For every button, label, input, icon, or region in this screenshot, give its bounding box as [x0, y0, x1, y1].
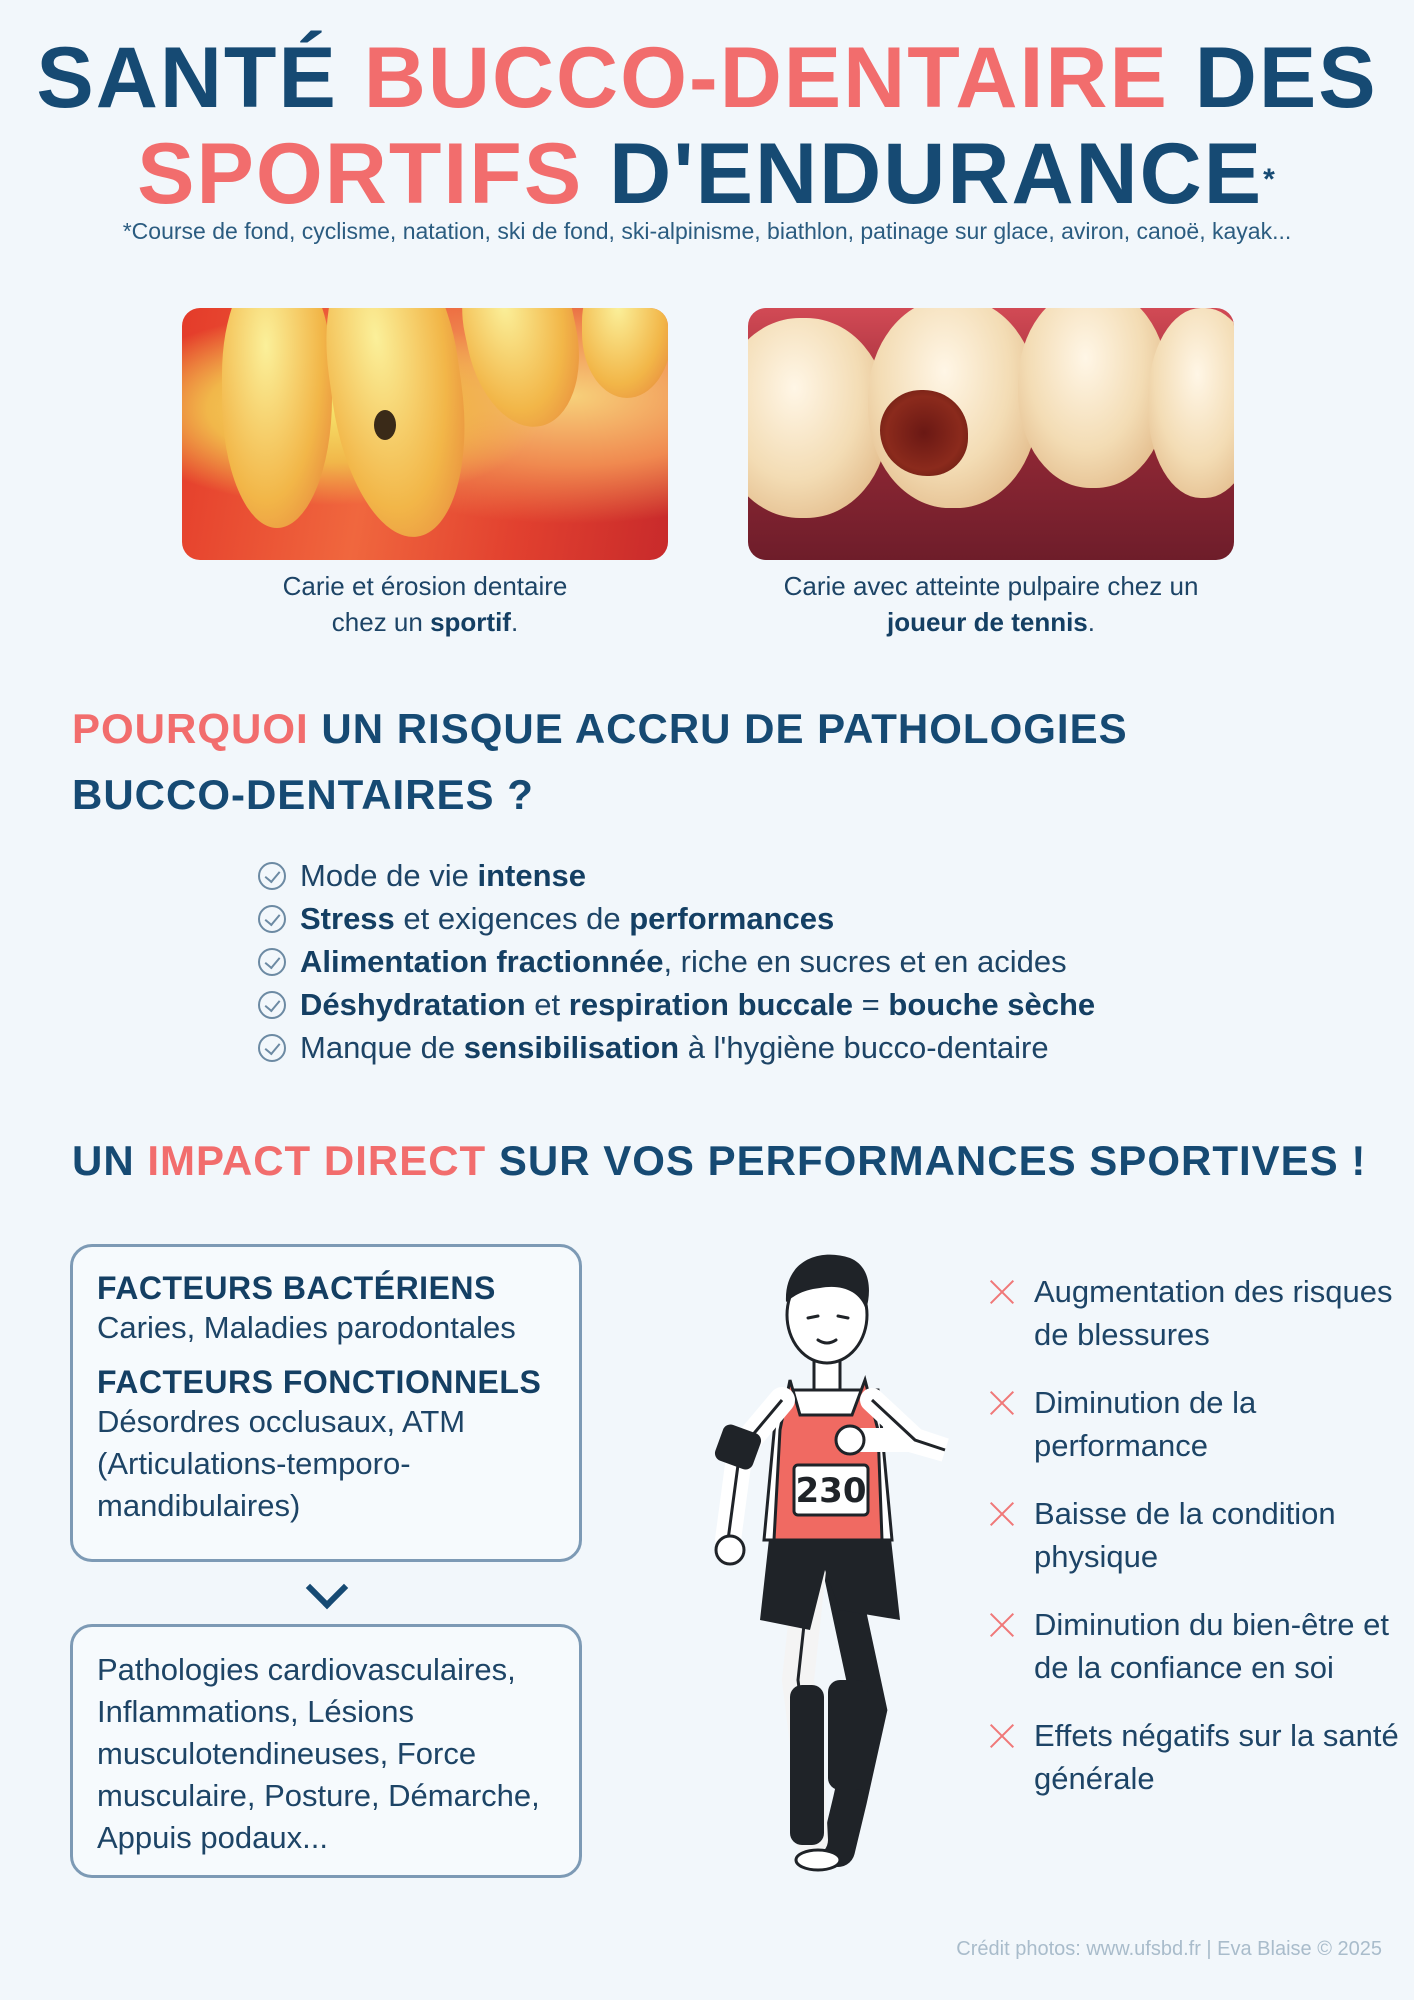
list-item	[258, 897, 1095, 940]
effect-text: Diminution de la performance	[1034, 1385, 1257, 1463]
title-word: D'ENDURANCE	[609, 126, 1264, 222]
check-circle-icon	[258, 991, 286, 1019]
item-emphasis: performances	[629, 901, 835, 936]
factor-heading: FACTEURS BACTÉRIENS	[97, 1270, 496, 1306]
item-emphasis: Stress	[300, 901, 395, 936]
chevron-down-icon	[306, 1567, 348, 1609]
list-item	[258, 983, 1095, 1026]
item-emphasis: intense	[477, 858, 587, 893]
item-text: et exigences de	[394, 901, 630, 936]
list-item	[988, 1714, 1414, 1800]
heading-accent: IMPACT DIRECT	[147, 1137, 487, 1184]
list-item	[258, 854, 1095, 897]
list-item	[988, 1270, 1414, 1356]
cross-icon	[988, 1389, 1016, 1417]
caption-emphasis: joueur de tennis	[886, 607, 1088, 637]
effects-list	[988, 1270, 1414, 1825]
factor-heading: FACTEURS FONCTIONNELS	[97, 1364, 542, 1400]
list-item	[988, 1492, 1414, 1578]
cross-icon	[988, 1611, 1016, 1639]
caption-text: chez un	[331, 607, 431, 637]
item-emphasis: respiration buccale	[568, 987, 854, 1022]
title-word: DES	[1194, 30, 1378, 126]
runner-illustration	[700, 1240, 980, 1880]
list-item	[988, 1381, 1414, 1467]
photo-credit: Crédit photos: www.ufsbd.fr | Eva Blaise © 2025	[956, 1938, 1382, 1960]
caption-emphasis: sportif	[430, 607, 511, 637]
title-word: SANTÉ	[36, 30, 338, 126]
cross-icon	[988, 1500, 1016, 1528]
effect-text: Effets négatifs sur la santé générale	[1034, 1718, 1399, 1796]
item-text: =	[853, 987, 889, 1022]
heading-text: BUCCO-DENTAIRES ?	[72, 771, 534, 818]
subtitle-footnote: *Course de fond, cyclisme, natation, ski de fond, ski-alpinisme, biathlon, patinage sur glace, aviron, canoë, kayak...	[122, 218, 1292, 244]
item-text: et	[525, 987, 569, 1022]
check-circle-icon	[258, 862, 286, 890]
effect-text: Baisse de la condition physique	[1034, 1496, 1336, 1574]
title-word: BUCCO-DENTAIRE	[363, 30, 1169, 126]
consequences-text: Pathologies cardiovasculaires, Inflammations, Lésions musculotendineuses, Force musculaire, Posture, Démarche, Appuis podaux...	[97, 1652, 540, 1855]
factor-text: Désordres occlusaux, ATM (Articulations-temporo-mandibulaires)	[97, 1404, 466, 1523]
page-title	[0, 30, 1414, 222]
photo-caries-erosion	[182, 308, 668, 560]
item-text: , riche en sucres et en acides	[663, 944, 1067, 979]
check-circle-icon	[258, 905, 286, 933]
risk-factors-list	[258, 854, 1095, 1069]
item-emphasis: Déshydratation	[300, 987, 526, 1022]
title-footnote-mark: *	[1263, 163, 1277, 196]
cross-icon	[988, 1722, 1016, 1750]
item-text: à l'hygiène bucco-dentaire	[679, 1030, 1049, 1065]
heading-text: SUR VOS PERFORMANCES SPORTIVES !	[486, 1137, 1367, 1184]
list-item	[988, 1603, 1414, 1689]
heading-accent: POURQUOI	[72, 705, 309, 752]
item-text: Manque de	[300, 1030, 464, 1065]
item-text: Mode de vie	[300, 858, 478, 893]
factor-text: Caries, Maladies parodontales	[97, 1310, 516, 1345]
heading-text: UN RISQUE ACCRU DE PATHOLOGIES	[308, 705, 1128, 752]
effect-text: Augmentation des risques de blessures	[1034, 1274, 1393, 1352]
consequences-box	[70, 1624, 582, 1878]
title-word: SPORTIFS	[137, 126, 584, 222]
section-heading-why	[72, 696, 1128, 828]
list-item	[258, 1026, 1095, 1069]
check-circle-icon	[258, 1034, 286, 1062]
section-heading-impact	[72, 1128, 1366, 1194]
bib-number: 230	[795, 1471, 867, 1511]
item-emphasis: bouche sèche	[888, 987, 1096, 1022]
photo-caption-2	[748, 568, 1234, 640]
cross-icon	[988, 1278, 1016, 1306]
item-emphasis: sensibilisation	[463, 1030, 680, 1065]
photo-caries-pulpaire	[748, 308, 1234, 560]
heading-text: UN	[72, 1137, 148, 1184]
caption-text: .	[1087, 607, 1096, 637]
photo-caption-1	[182, 568, 668, 640]
caption-text: .	[510, 607, 519, 637]
item-emphasis: Alimentation fractionnée	[300, 944, 664, 979]
caption-line: Carie avec atteinte pulpaire chez un	[783, 571, 1199, 601]
caption-line: Carie et érosion dentaire	[282, 571, 568, 601]
list-item	[258, 940, 1095, 983]
effect-text: Diminution du bien-être et de la confiance en soi	[1034, 1607, 1389, 1685]
check-circle-icon	[258, 948, 286, 976]
factors-box	[70, 1244, 582, 1562]
